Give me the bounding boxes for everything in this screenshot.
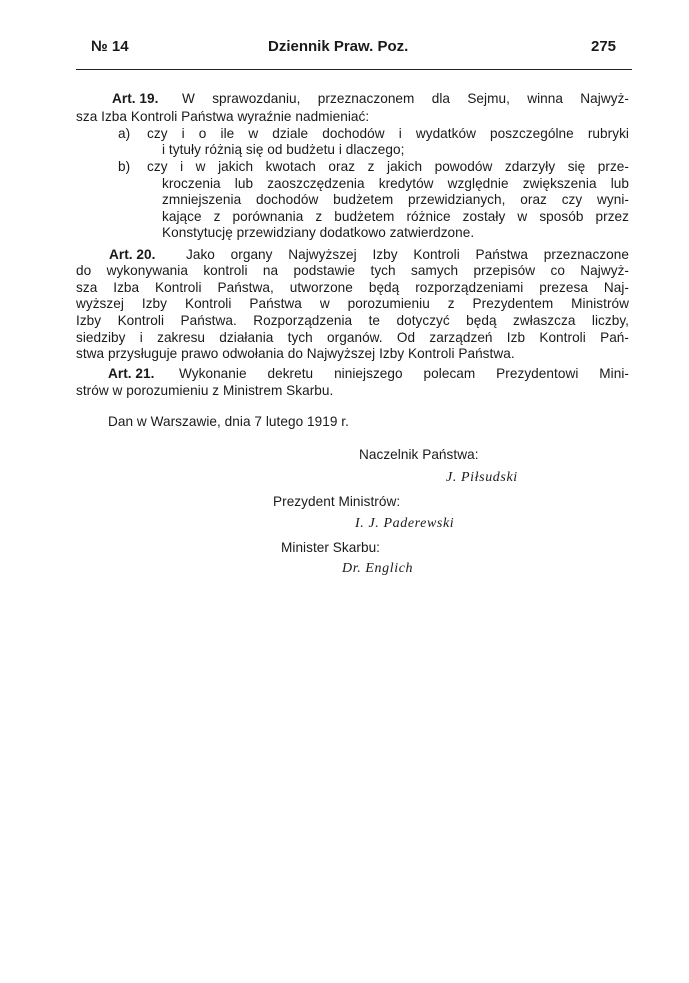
- art19-item-b-line5: Konstytucję przewidziany dodatkowo zatwierdzone.: [162, 225, 475, 240]
- art19-item-a-line1: czy i o ile w dziale dochodów i wydatków poszczególne rubryki: [147, 126, 629, 141]
- header-rule: [76, 69, 632, 70]
- art20-line1: Jako organy Najwyższej Izby Kontroli Państwa przeznaczone: [186, 247, 629, 262]
- art21-line2: strów w porozumieniu z Ministrem Skarbu.: [76, 383, 334, 398]
- chief-of-state-title: Naczelnik Państwa:: [359, 447, 479, 462]
- art20-line2: do wykonywania kontroli na podstawie tych samych przepisów co Najwyż-: [76, 263, 629, 278]
- art19-label: Art. 19.: [112, 91, 159, 106]
- art19-item-b-line1: czy i w jakich kwotach oraz z jakich powodów zdarzyły się prze-: [147, 159, 629, 174]
- art20-line6: siedziby i zakresu działania tych organów. Od zarządzeń Izb Kontroli Pań-: [76, 330, 629, 345]
- art19-item-b-marker: b): [118, 159, 131, 174]
- issue-number: № 14: [91, 38, 129, 55]
- place-and-date: Dan w Warszawie, dnia 7 lutego 1919 r.: [108, 414, 349, 429]
- art19-item-b-line2: kroczenia lub zaoszczędzenia kredytów względnie zwiększenia lub: [162, 176, 629, 191]
- page-number: 275: [591, 38, 617, 55]
- prime-minister-title: Prezydent Ministrów:: [273, 494, 401, 509]
- art19-line1: W sprawozdaniu, przeznaczonem dla Sejmu, winna Najwyż-: [182, 91, 629, 106]
- art19-item-b-line4: kające z porównania z budżetem różnice zostały w sposób przez: [162, 209, 629, 224]
- art19-item-b-line3: zmniejszenia dochodów budżetem przewidzianych, oraz czy wyni-: [162, 192, 629, 207]
- art20-line3: sza Izba Kontroli Państwa, utworzone będą rozporządzeniami prezesa Naj-: [76, 280, 629, 295]
- art21-line1: Wykonanie dekretu niniejszego polecam Prezydentowi Mini-: [179, 366, 629, 381]
- art20-line4: wyższej Izby Kontroli Państwa w porozumieniu z Prezydentem Ministrów: [76, 296, 629, 311]
- art19-item-a-marker: a): [118, 126, 131, 141]
- chief-of-state-signature: J. Piłsudski: [446, 470, 518, 485]
- art20-line5: Izby Kontroli Państwa. Rozporządzenia te dotyczyć będą zwłaszcza liczby,: [76, 313, 629, 328]
- art19-item-a-line2: i tytuły różnią się od budżetu i dlaczego;: [162, 142, 405, 157]
- art21-label: Art. 21.: [108, 366, 155, 381]
- art19-line2: sza Izba Kontroli Państwa wyraźnie nadmieniać:: [76, 109, 370, 124]
- prime-minister-signature: I. J. Paderewski: [355, 516, 455, 531]
- treasury-minister-title: Minister Skarbu:: [281, 540, 381, 555]
- journal-title: Dziennik Praw. Poz.: [268, 38, 409, 55]
- treasury-minister-signature: Dr. Englich: [342, 561, 414, 576]
- art20-label: Art. 20.: [109, 247, 156, 262]
- art20-line7: stwa przysługuje prawo odwołania do Najwyższej Izby Kontroli Państwa.: [76, 346, 515, 361]
